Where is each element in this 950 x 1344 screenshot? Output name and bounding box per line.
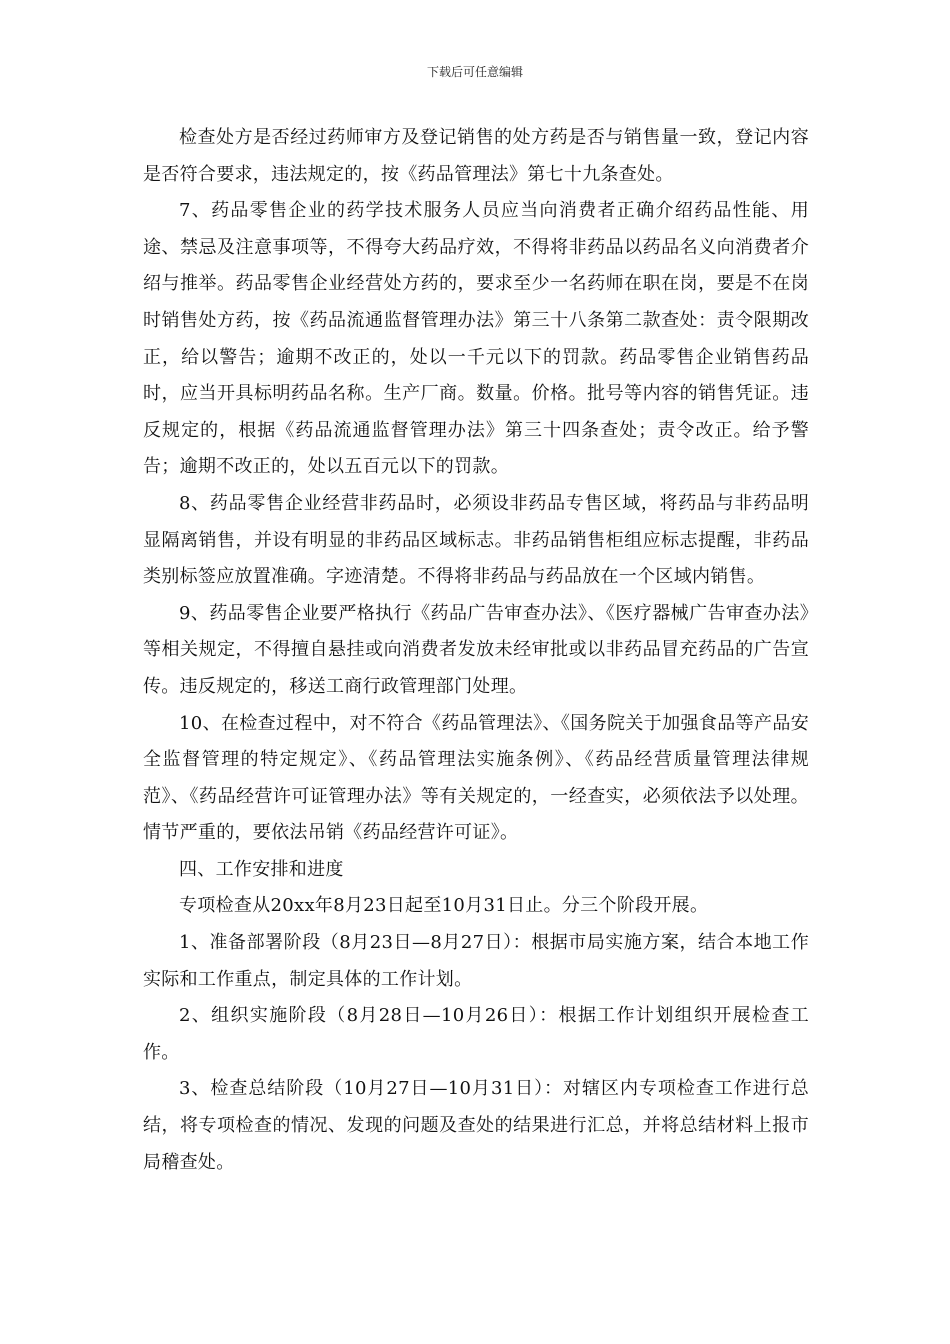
paragraph-stage-1: 1、准备部署阶段（8月23日—8月27日）：根据市局实施方案，结合本地工作实际和工作重点，制定具体的工作计划。 [143,932,809,990]
paragraph-item-8: 8、药品零售企业经营非药品时，必须设非药品专售区域，将药品与非药品明显隔离销售，并设有明显的非药品区域标志。非药品销售柜组应标志提醒，非药品类别标签应放置准确。字迹清楚。不得将非药品与药品放在一个区域内销售。 [143,492,809,588]
paragraph-stage-3: 3、检查总结阶段（10月27日—10月31日）：对辖区内专项检查工作进行总结，将专项检查的情况、发现的问题及查处的结果进行汇总，并将总结材料上报市局稽查处。 [143,1078,809,1173]
paragraph-schedule-overview: 专项检查从20xx年8月23日起至10月31日止。分三个阶段开展。 [179,895,709,917]
paragraph-stage-2: 2、组织实施阶段（8月28日—10月26日）：根据工作计划组织开展检查工作。 [143,1005,809,1063]
paragraph-item-9: 9、药品零售企业要严格执行《药品广告审查办法》、《医疗器械广告审查办法》等相关规定，不得擅自悬挂或向消费者发放未经审批或以非药品冒充药品的广告宣传。违反规定的，移送工商行政管理部门处理。 [143,602,809,697]
page-header-note: 下载后可任意编辑 [426,65,523,79]
paragraph-prescription-check: 检查处方是否经过药师审方及登记销售的处方药是否与销售量一致，登记内容是否符合要求，违法规定的，按《药品管理法》第七十九条查处。 [143,127,809,185]
document-body [143,120,809,1181]
paragraph-item-10: 10、在检查过程中，对不符合《药品管理法》、《国务院关于加强食品等产品安全监督管理的特定规定》、《药品管理法实施条例》、《药品经营质量管理法律规范》、《药品经营许可证管理办法》等有关规定的，一经查实，必须依法予以处理。情节严重的，要依法吊销《药品经营许可证》。 [143,712,809,844]
section-heading-schedule: 四、工作安排和进度 [179,858,344,880]
paragraph-item-7: 7、药品零售企业的药学技术服务人员应当向消费者正确介绍药品性能、用途、禁忌及注意事项等，不得夸大药品疗效，不得将非药品以药品名义向消费者介绍与推举。药品零售企业经营处方药的，要求至少一名药师在职在岗，要是不在岗时销售处方药，按《药品流通监督管理办法》第三十八条第二款查处：责令限期改正，给以警告；逾期不改正的，处以一千元以下的罚款。药品零售企业销售药品时，应当开具标明药品名称。生产厂商。数量。价格。批号等内容的销售凭证。违反规定的，根据《药品流通监督管理办法》第三十四条查处；责令改正。给予警告；逾期不改正的，处以五百元以下的罚款。 [143,200,809,478]
